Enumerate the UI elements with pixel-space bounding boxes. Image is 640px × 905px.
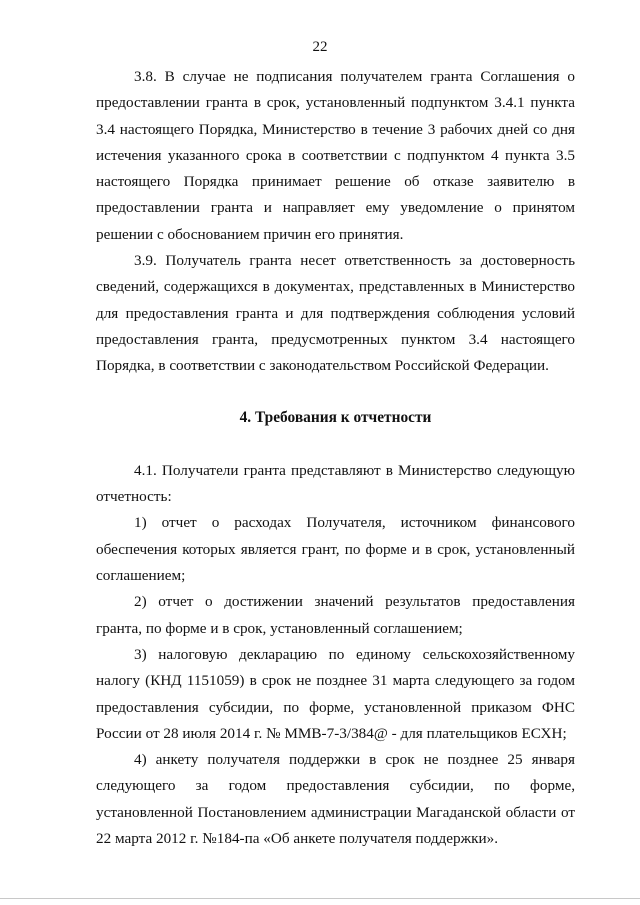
document-body xyxy=(96,64,575,852)
page-number: 22 xyxy=(312,39,328,55)
list-item-4: 4) анкету получателя поддержки в срок не позднее 25 января следующего за годом предоставления субсидии, по форме, установленной Постановлением администрации Магаданской области от 22 марта 2012 г. №184-па «Об анкете получателя поддержки». xyxy=(96,751,575,848)
paragraph-3-9: 3.9. Получатель гранта несет ответственность за достоверность сведений, содержащихся в документах, представленных в Министерство для предоставления гранта и для подтверждения соблюдения условий предоставления гранта, предусмотренных пунктом 3.4 настоящего Порядка, в соответствии с законодательством Российской Федерации. xyxy=(96,252,575,375)
page-bottom-edge xyxy=(0,898,640,899)
paragraph-4-1: 4.1. Получатели гранта представляют в Министерство следующую отчетность: xyxy=(96,461,575,506)
spacer xyxy=(96,380,575,405)
section-4-heading: 4. Требования к отчетности xyxy=(239,408,432,426)
spacer xyxy=(96,431,575,458)
list-item-3: 3) налоговую декларацию по единому сельскохозяйственному налогу (КНД 1151059) в срок не позднее 31 марта следующего за годом предоставления субсидии, по форме, установленной приказом ФНС России от 28 июля 2014 г. № ММВ-7-3/384@ - для плательщиков ЕСХН; xyxy=(96,645,575,742)
paragraph-3-8: 3.8. В случае не подписания получателем гранта Соглашения о предоставлении гранта в срок, установленный подпунктом 3.4.1 пункта 3.4 настоящего Порядка, Министерство в течение 3 рабочих дней со дня истечения указанного срока в соответствии с подпунктом 4 пункта 3.5 настоящего Порядка принимает решение об отказе заявителю в предоставлении гранта и направляет ему уведомление о принятом решении с обоснованием причин его принятия. xyxy=(96,68,575,243)
list-item-1: 1) отчет о расходах Получателя, источником финансового обеспечения которых является грант, по форме и в срок, установленный соглашением; xyxy=(96,514,575,585)
list-item-2: 2) отчет о достижении значений результатов предоставления гранта, по форме и в срок, установленный соглашением; xyxy=(96,593,575,637)
